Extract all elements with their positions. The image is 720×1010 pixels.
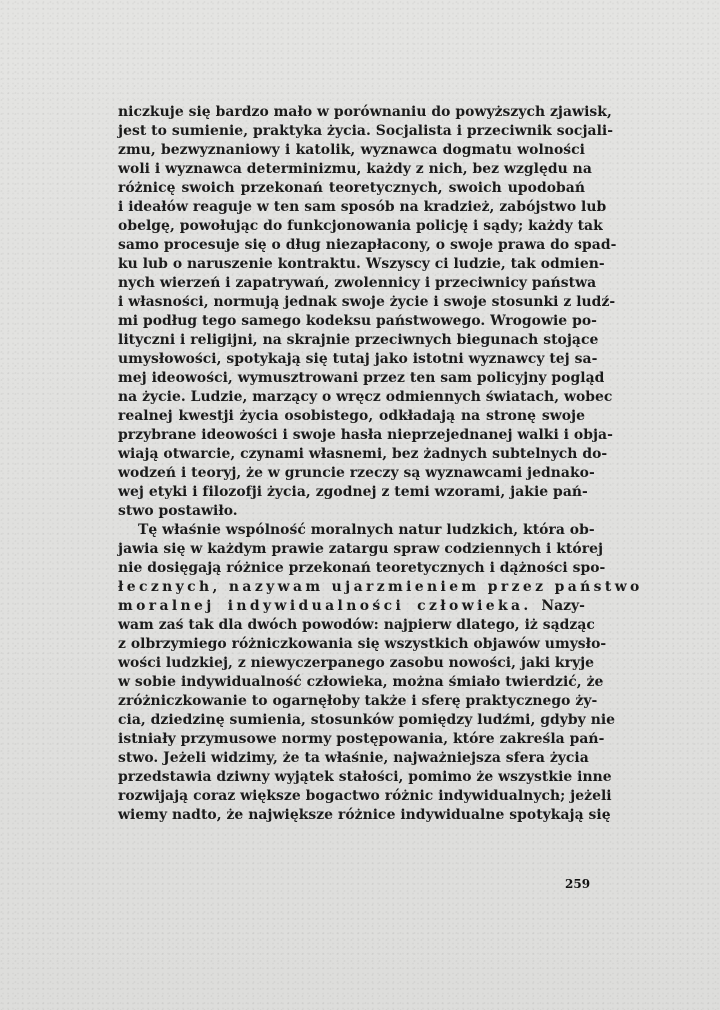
text-line: różnicę swoich przekonań teoretycznych, swoich upodobań [118,180,585,196]
text-line: jawia się w każdym prawie zatargu spraw codziennych i której [118,541,604,557]
text-line: zróżniczkowanie to ogarnęłoby także i sferę praktycznego ży- [118,693,598,709]
spaced-phrase: moralnej indywidualności człowieka. [118,598,532,614]
text-line: nych wierzeń i zapatrywań, zwolennicy i przeciwnicy państwa [118,275,597,291]
paragraph-last-line: stwo postawiło. [118,503,238,519]
text-line: i ideałów reaguje w ten sam sposób na kradzież, zabójstwo lub [118,199,607,215]
text-line: w sobie indywidualność człowieka, można śmiało twierdzić, że [118,674,604,690]
text-line: umysłowości, spotykają się tutaj jako istotni wyznawcy tej sa- [118,351,598,367]
body-text [118,103,643,825]
spaced-text-line-with-tail [118,597,585,616]
text-line: wodzeń i teoryj, że w gruncie rzeczy są wyznawcami jednako- [118,465,595,481]
text-line: wiemy nadto, że największe różnice indywidualne spotykają się [118,807,611,823]
text-line: wej etyki i filozofji życia, zgodnej z temi wzorami, jakie pań- [118,484,588,500]
text-line: cia, dziedzinę sumienia, stosunków pomiędzy ludźmi, gdyby nie [118,712,616,728]
text-line: wiają otwarcie, czynami własnemi, bez żadnych subtelnych do- [118,446,608,462]
text-line: rozwijają coraz większe bogactwo różnic indywidualnych; jeżeli [118,788,612,804]
text-line: lityczni i religijni, na skrajnie przeciwnych biegunach stojące [118,332,599,348]
text-line: mej ideowości, wymusztrowani przez ten sam policyjny pogląd [118,370,605,386]
text-line: na życie. Ludzie, marzący o wręcz odmiennych światach, wobec [118,389,613,405]
text-line: nie dosięgają różnice przekonań teoretycznych i dążności spo- [118,560,606,576]
text-line: z olbrzymiego różniczkowania się wszystkich objawów umysło- [118,636,607,652]
text-line: stwo. Jeżeli widzimy, że ta właśnie, najważniejsza sfera życia [118,750,589,766]
spaced-text-line: łecznych, nazywam ujarzmieniem przez państwo [118,579,643,595]
line-tail: Nazy- [531,598,585,614]
text-line: samo procesuje się o dług niezapłacony, o swoje prawa do spad- [118,237,617,253]
page-number: 259 [565,877,591,891]
text-line: niczkuje się bardzo mało w porównaniu do powyższych zjawisk, [118,104,612,120]
text-line: obelgę, powołując do funkcjonowania policję i sądy; każdy tak [118,218,603,234]
text-line: mi podług tego samego kodeksu państwowego. Wrogowie po- [118,313,597,329]
text-line: wam zaś tak dla dwóch powodów: najpierw dlatego, iż sądząc [118,617,595,633]
text-line: jest to sumienie, praktyka życia. Socjalista i przeciwnik socjali- [118,123,614,139]
paragraph-first-line: Tę właśnie wspólność moralnych natur ludzkich, która ob- [138,522,595,538]
text-line: wości ludzkiej, z niewyczerpanego zasobu nowości, jaki kryje [118,655,595,671]
text-line: przybrane ideowości i swoje hasła nieprzejednanej walki i obja- [118,427,613,443]
text-line: woli i wyznawca determinizmu, każdy z nich, bez względu na [118,161,592,177]
text-line: i własności, normują jednak swoje życie i swoje stosunki z ludź- [118,294,616,310]
text-line: realnej kwestji życia osobistego, odkładają na stronę swoje [118,408,585,424]
text-line: przedstawia dziwny wyjątek stałości, pomimo że wszystkie inne [118,769,612,785]
text-line: istniały przymusowe normy postępowania, które zakreśla pań- [118,731,605,747]
text-line: zmu, bezwyznaniowy i katolik, wyznawca dogmatu wolności [118,142,585,158]
text-line: ku lub o naruszenie kontraktu. Wszyscy ci ludzie, tak odmien- [118,256,605,272]
